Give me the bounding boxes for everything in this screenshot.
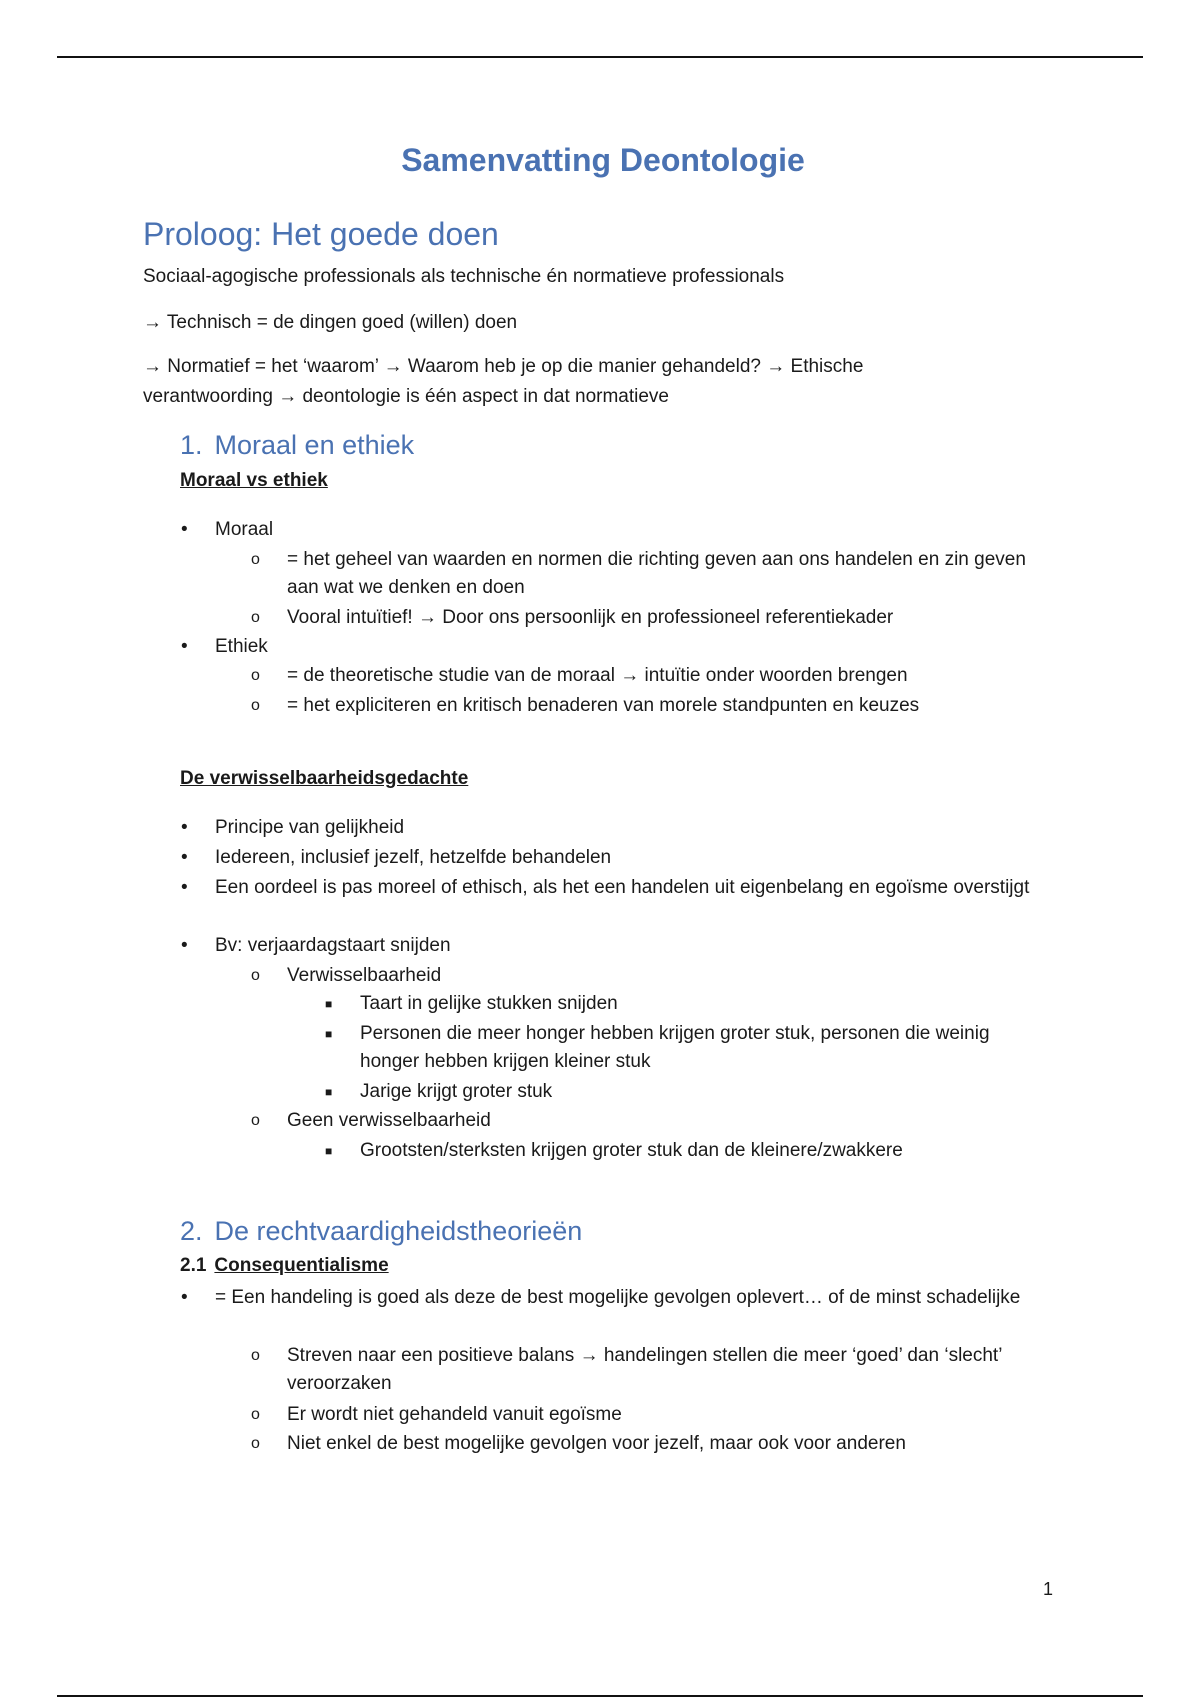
circle-bullet-icon: o [251, 967, 260, 984]
prologue-technisch: → Technisch = de dingen goed (willen) doen [143, 312, 518, 333]
list-item-text: = de theoretische studie van de moraal → intuïtie onder woorden brengen [287, 665, 908, 686]
circle-bullet-icon: o [251, 1406, 260, 1423]
circle-bullet-icon: o [251, 1112, 260, 1129]
square-bullet-icon: ■ [325, 1027, 333, 1041]
list-item-text: = het geheel van waarden en normen die richting geven aan ons handelen en zin geven aan wat we denken en doen [287, 549, 1026, 598]
list-item-geen-verwisselbaarheid [251, 1107, 1047, 1135]
bullet-icon: • [181, 817, 188, 838]
list-item-text: Taart in gelijke stukken snijden [360, 993, 618, 1014]
list-item-ethiek [181, 633, 1035, 661]
section1-number: 1. [180, 430, 203, 460]
list-item-oordeel [181, 874, 1035, 902]
list-item-text: Iedereen, inclusief jezelf, hetzelfde behandelen [215, 847, 612, 868]
subheading-consequentialisme [180, 1255, 389, 1277]
list-item-moraal-def [251, 546, 1047, 602]
footer-rule [57, 1695, 1143, 1697]
section1-title: Moraal en ethiek [214, 430, 415, 460]
list-item-text: Personen die meer honger hebben krijgen groter stuk, personen die weinig honger hebben krijgen kleiner stuk [360, 1023, 990, 1072]
list-item-text: Vooral intuïtief! → Door ons persoonlijk en professioneel referentiekader [287, 607, 894, 628]
list-item-text: Moraal [215, 519, 274, 540]
list-item-moraal-intuitief [251, 604, 1047, 632]
list-item-text: Niet enkel de best mogelijke gevolgen voor jezelf, maar ook voor anderen [287, 1433, 906, 1454]
list-item-text: = Een handeling is goed als deze de best mogelijke gevolgen oplevert… of de minst schadelijke [215, 1287, 1021, 1308]
list-item-jarige [325, 1078, 1050, 1106]
list-item-ethiek-def1 [251, 662, 1047, 690]
list-item-text: Bv: verjaardagstaart snijden [215, 935, 451, 956]
bullet-icon: • [181, 636, 188, 657]
list-item-honger [325, 1020, 1050, 1076]
square-bullet-icon: ■ [325, 1085, 333, 1099]
circle-bullet-icon: o [251, 667, 260, 684]
prologue-intro: Sociaal-agogische professionals als technische én normatieve professionals [143, 266, 785, 287]
subheading-text: Consequentialisme [214, 1255, 389, 1276]
subheading-number: 2.1 [180, 1255, 207, 1276]
section2-title: De rechtvaardigheidstheorieën [214, 1216, 583, 1246]
list-item-text: Geen verwisselbaarheid [287, 1110, 491, 1131]
square-bullet-icon: ■ [325, 1144, 333, 1158]
circle-bullet-icon: o [251, 551, 260, 568]
list-item-text: Principe van gelijkheid [215, 817, 405, 838]
list-item-gelijke-stukken [325, 990, 1050, 1018]
list-item-text: Jarige krijgt groter stuk [360, 1081, 553, 1102]
section2-number: 2. [180, 1216, 203, 1246]
list-item-text: Een oordeel is pas moreel of ethisch, als het een handelen uit eigenbelang en egoïsme overstijgt [215, 877, 1030, 898]
list-item-text: Streven naar een positieve balans → handelingen stellen die meer ‘goed’ dan ‘slecht’ veroorzaken [287, 1345, 1002, 1394]
list-item-ook-anderen [251, 1430, 1047, 1458]
prologue-heading: Proloog: Het goede doen [143, 216, 499, 252]
prologue-normatief-line2: verantwoording → deontologie is één aspect in dat normatieve [143, 386, 669, 407]
list-item-text: Ethiek [215, 636, 268, 657]
list-item-text: Grootsten/sterksten krijgen groter stuk dan de kleinere/zwakkere [360, 1140, 903, 1161]
list-item-taart [181, 932, 1035, 960]
list-item-handeling-goed [181, 1284, 1035, 1312]
list-item-text: Er wordt niet gehandeld vanuit egoïsme [287, 1404, 622, 1425]
subheading-text: Moraal vs ethiek [180, 470, 328, 491]
list-item-sterksten [325, 1137, 1050, 1165]
bullet-icon: • [181, 935, 188, 956]
circle-bullet-icon: o [251, 697, 260, 714]
list-item-text: = het expliciteren en kritisch benaderen van morele standpunten en keuzes [287, 695, 920, 716]
subheading-text: De verwisselbaarheidsgedachte [180, 768, 469, 789]
list-item-positieve-balans [251, 1342, 1047, 1398]
subheading-verwisselbaarheid [180, 768, 468, 790]
list-item-moraal [181, 516, 1035, 544]
circle-bullet-icon: o [251, 1435, 260, 1452]
section2-heading [180, 1216, 582, 1247]
square-bullet-icon: ■ [325, 997, 333, 1011]
list-item-text: Verwisselbaarheid [287, 965, 442, 986]
header-rule [57, 56, 1143, 58]
bullet-icon: • [181, 519, 188, 540]
list-item-gelijkheid [181, 814, 1035, 842]
subheading-moraal-vs-ethiek [180, 470, 328, 492]
bullet-icon: • [181, 877, 188, 898]
bullet-icon: • [181, 847, 188, 868]
list-item-verwisselbaarheid [251, 962, 1047, 990]
section1-heading [180, 430, 414, 461]
bullet-icon: • [181, 1287, 188, 1308]
circle-bullet-icon: o [251, 609, 260, 626]
list-item-iedereen [181, 844, 1035, 872]
prologue-normatief-line1: → Normatief = het ‘waarom’ → Waarom heb je op die manier gehandeld? → Ethische [143, 356, 864, 377]
list-item-niet-egoisme [251, 1401, 1047, 1429]
document-title: Samenvatting Deontologie [401, 142, 805, 178]
page-number: 1 [1043, 1579, 1054, 1599]
list-item-ethiek-def2 [251, 692, 1047, 720]
circle-bullet-icon: o [251, 1347, 260, 1364]
